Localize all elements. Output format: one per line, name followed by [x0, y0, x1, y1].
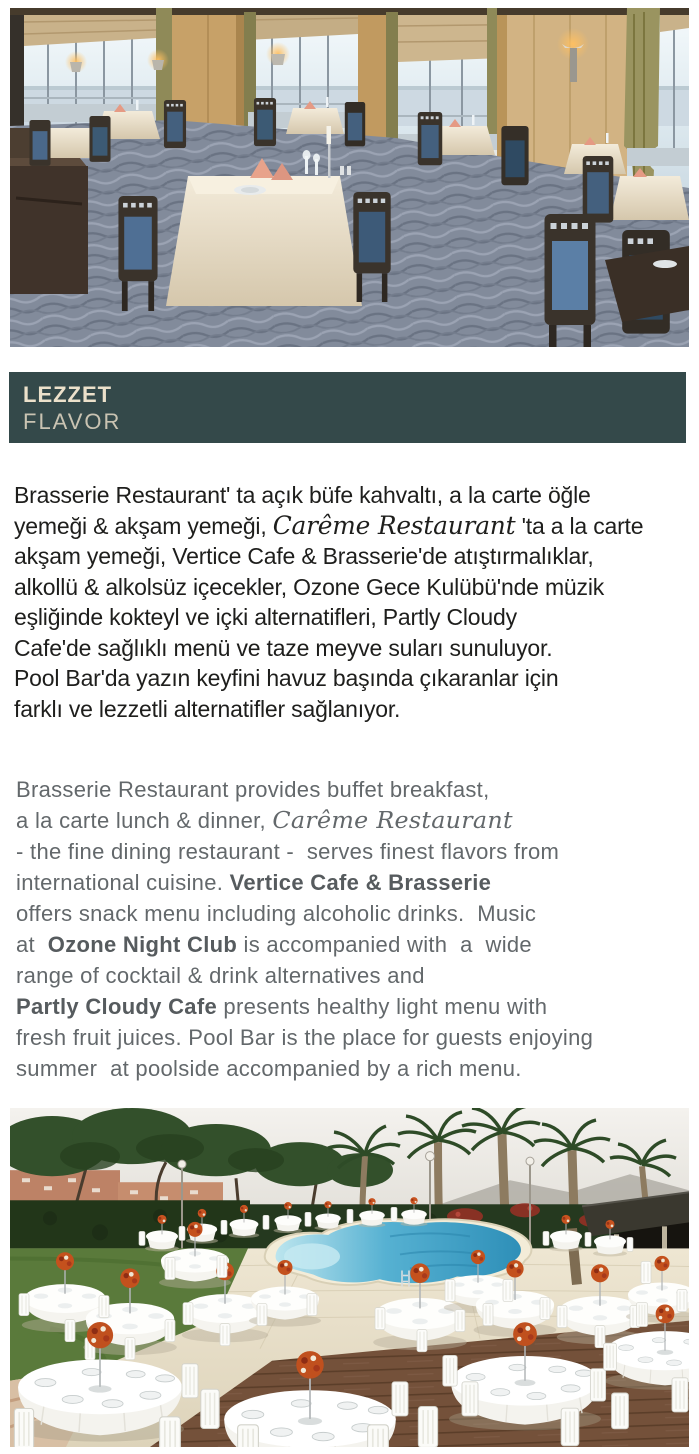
flavor-banner — [9, 372, 686, 443]
text-line: Pool Bar'da yazın keyfini havuz başında çıkaranlar için — [14, 665, 559, 691]
text-line: eşliğinde kokteyl ve içki alternatifleri, Partly Cloudy — [14, 604, 517, 630]
text-line: farklı ve lezzetli alternatifler sağlanıyor. — [14, 695, 401, 722]
text-line: Brasserie Restaurant provides buffet breakfast, — [16, 777, 490, 802]
pool-banquet-illustration — [10, 1108, 689, 1447]
text-line: range of cocktail & drink alternatives and — [16, 963, 425, 988]
text-line: international cuisine. Vertice Cafe & Brasserie — [16, 870, 492, 895]
text-line: yemeği & akşam yemeği, Carême Restaurant 'ta a la carte — [14, 510, 644, 540]
banner-title-english: FLAVOR — [23, 409, 122, 434]
text-line: offers snack menu including alcoholic drinks. Music — [16, 901, 537, 926]
text-line: Partly Cloudy Cafe presents healthy light menu with — [16, 994, 548, 1019]
banner-title-turkish: LEZZET — [23, 382, 113, 407]
text-line: alkollü & alkolsüz içecekler, Ozone Gece Kulübü'nde müzik — [14, 573, 605, 600]
text-line: a la carte lunch & dinner, Carême Restaurant — [16, 806, 513, 834]
text-line: fresh fruit juices. Pool Bar is the place for guests enjoying — [16, 1025, 594, 1050]
text-line: - the fine dining restaurant - serves finest flavors from — [16, 839, 560, 864]
text-line: at Ozone Night Club is accompanied with a wide — [16, 932, 532, 957]
text-line: Cafe'de sağlıklı menü ve taze meyve suları sunuluyor. — [14, 634, 553, 661]
intro-paragraph-turkish — [14, 480, 689, 724]
text-line: summer at poolside accompanied by a rich menu. — [16, 1056, 522, 1081]
text-line: Brasserie Restaurant' ta açık büfe kahvaltı, a la carte öğle — [14, 482, 591, 508]
restaurant-interior-illustration — [10, 8, 689, 347]
intro-paragraph-english — [16, 774, 689, 1084]
text-line: akşam yemeği, Vertice Cafe & Brasserie'de atıştırmalıklar, — [14, 543, 594, 569]
pool-banquet-photo — [10, 1108, 689, 1447]
restaurant-interior-photo — [10, 8, 689, 347]
